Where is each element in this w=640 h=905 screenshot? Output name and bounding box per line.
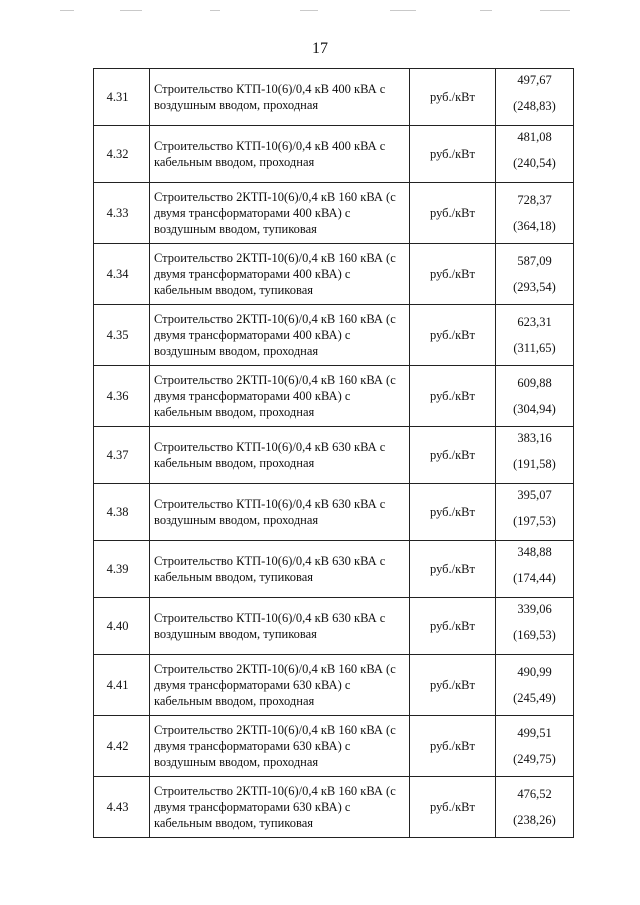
row-number: 4.31 (94, 69, 150, 126)
table-row (94, 183, 574, 244)
row-description: Строительство КТП-10(6)/0,4 кВ 400 кВА с кабельным вводом, проходная (150, 126, 410, 183)
table-row (94, 598, 574, 655)
row-description: Строительство 2КТП-10(6)/0,4 кВ 160 кВА (с двумя трансформаторами 630 кВА) с кабельным вводом, тупиковая (150, 777, 410, 838)
row-unit: руб./кВт (410, 69, 496, 126)
table-row (94, 126, 574, 183)
table-row (94, 69, 574, 126)
scan-artifacts (60, 6, 580, 18)
row-value-cell (496, 427, 574, 484)
row-value-alt: (169,53) (513, 628, 556, 642)
table-row (94, 366, 574, 427)
row-description: Строительство КТП-10(6)/0,4 кВ 630 кВА с воздушным вводом, тупиковая (150, 598, 410, 655)
row-number: 4.34 (94, 244, 150, 305)
row-description: Строительство 2КТП-10(6)/0,4 кВ 160 кВА (с двумя трансформаторами 630 кВА) с воздушным вводом, проходная (150, 716, 410, 777)
row-unit: руб./кВт (410, 484, 496, 541)
row-description: Строительство 2КТП-10(6)/0,4 кВ 160 кВА (с двумя трансформаторами 400 кВА) с кабельным вводом, проходная (150, 366, 410, 427)
row-value: 609,88 (517, 376, 552, 390)
row-value-cell (496, 541, 574, 598)
row-value: 499,51 (517, 726, 552, 740)
row-value-cell (496, 183, 574, 244)
row-unit: руб./кВт (410, 427, 496, 484)
row-unit: руб./кВт (410, 366, 496, 427)
row-number: 4.43 (94, 777, 150, 838)
row-value-cell (496, 69, 574, 126)
row-value-cell (496, 598, 574, 655)
row-description: Строительство 2КТП-10(6)/0,4 кВ 160 кВА (с двумя трансформаторами 400 кВА) с воздушным вводом, тупиковая (150, 183, 410, 244)
row-unit: руб./кВт (410, 777, 496, 838)
row-unit: руб./кВт (410, 655, 496, 716)
row-unit: руб./кВт (410, 541, 496, 598)
table-row (94, 305, 574, 366)
row-number: 4.39 (94, 541, 150, 598)
table-row (94, 427, 574, 484)
row-description: Строительство КТП-10(6)/0,4 кВ 630 кВА с кабельным вводом, проходная (150, 427, 410, 484)
row-value-cell (496, 126, 574, 183)
row-number: 4.38 (94, 484, 150, 541)
row-number: 4.33 (94, 183, 150, 244)
row-value-alt: (311,65) (513, 341, 556, 355)
row-value-alt: (191,58) (513, 457, 556, 471)
row-value: 481,08 (517, 130, 552, 144)
table-row (94, 244, 574, 305)
row-number: 4.32 (94, 126, 150, 183)
row-value: 623,31 (517, 315, 552, 329)
table-row (94, 777, 574, 838)
row-unit: руб./кВт (410, 305, 496, 366)
row-number: 4.35 (94, 305, 150, 366)
row-value: 476,52 (517, 787, 552, 801)
row-number: 4.37 (94, 427, 150, 484)
row-value-alt: (304,94) (513, 402, 556, 416)
row-value-alt: (249,75) (513, 752, 556, 766)
row-value: 383,16 (517, 431, 552, 445)
row-value: 339,06 (517, 602, 552, 616)
row-description: Строительство 2КТП-10(6)/0,4 кВ 160 кВА (с двумя трансформаторами 400 кВА) с кабельным вводом, тупиковая (150, 244, 410, 305)
row-value: 497,67 (517, 73, 552, 87)
tariff-table (93, 68, 574, 838)
row-value-alt: (174,44) (513, 571, 556, 585)
row-value: 395,07 (517, 488, 552, 502)
table-row (94, 716, 574, 777)
page-number: 17 (312, 40, 328, 57)
row-number: 4.36 (94, 366, 150, 427)
row-unit: руб./кВт (410, 183, 496, 244)
row-number: 4.42 (94, 716, 150, 777)
row-value-alt: (245,49) (513, 691, 556, 705)
row-value: 587,09 (517, 254, 552, 268)
row-value-cell (496, 716, 574, 777)
row-value-alt: (248,83) (513, 99, 556, 113)
table-row (94, 541, 574, 598)
row-value-cell (496, 366, 574, 427)
row-value: 728,37 (517, 193, 552, 207)
row-value-cell (496, 655, 574, 716)
row-value-cell (496, 777, 574, 838)
row-value-alt: (197,53) (513, 514, 556, 528)
row-value-cell (496, 244, 574, 305)
row-unit: руб./кВт (410, 126, 496, 183)
row-description: Строительство 2КТП-10(6)/0,4 кВ 160 кВА (с двумя трансформаторами 400 кВА) с воздушным вводом, проходная (150, 305, 410, 366)
row-value-alt: (240,54) (513, 156, 556, 170)
row-value-alt: (364,18) (513, 219, 556, 233)
row-number: 4.40 (94, 598, 150, 655)
row-unit: руб./кВт (410, 244, 496, 305)
row-value-cell (496, 484, 574, 541)
row-value: 490,99 (517, 665, 552, 679)
row-value: 348,88 (517, 545, 552, 559)
row-number: 4.41 (94, 655, 150, 716)
table-row (94, 484, 574, 541)
row-description: Строительство 2КТП-10(6)/0,4 кВ 160 кВА (с двумя трансформаторами 630 кВА) с кабельным вводом, проходная (150, 655, 410, 716)
table-row (94, 655, 574, 716)
row-description: Строительство КТП-10(6)/0,4 кВ 630 кВА с воздушным вводом, проходная (150, 484, 410, 541)
row-value-alt: (238,26) (513, 813, 556, 827)
row-unit: руб./кВт (410, 716, 496, 777)
row-description: Строительство КТП-10(6)/0,4 кВ 630 кВА с кабельным вводом, тупиковая (150, 541, 410, 598)
row-unit: руб./кВт (410, 598, 496, 655)
row-description: Строительство КТП-10(6)/0,4 кВ 400 кВА с воздушным вводом, проходная (150, 69, 410, 126)
row-value-cell (496, 305, 574, 366)
row-value-alt: (293,54) (513, 280, 556, 294)
